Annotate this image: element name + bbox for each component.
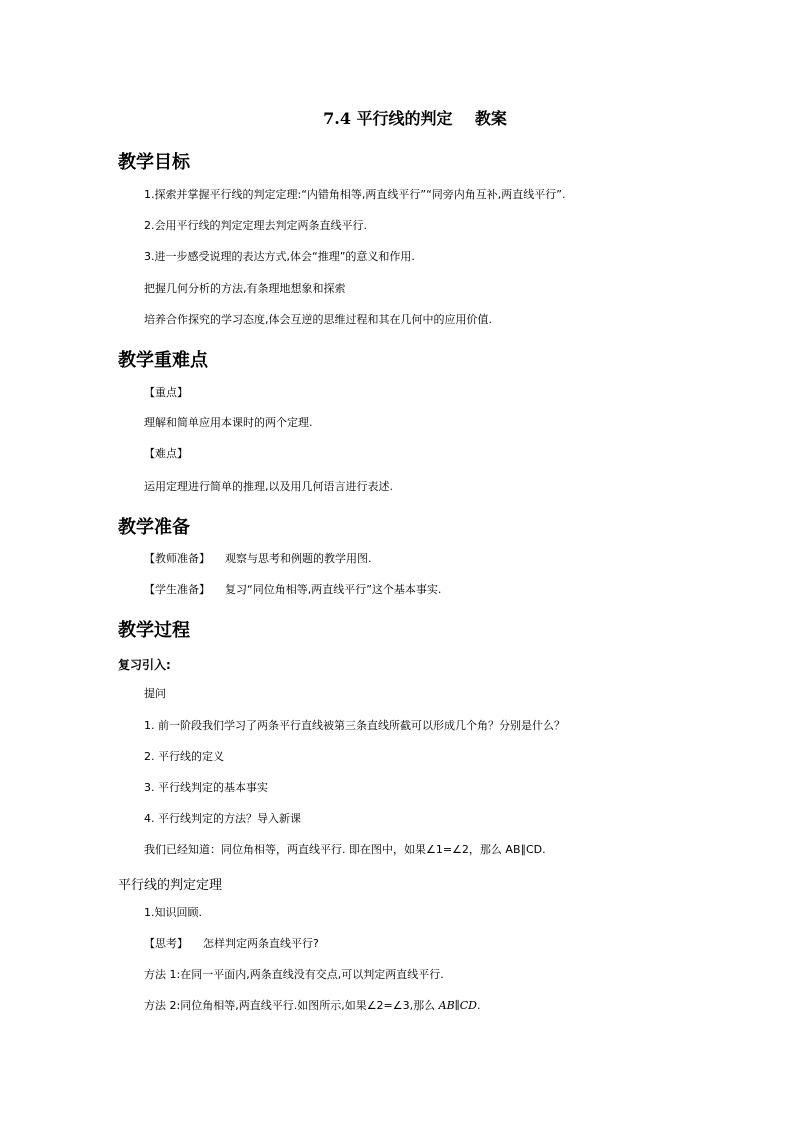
heading-goals: 教学目标	[118, 152, 190, 173]
think-text: 怎样判定两条直线平行?	[203, 937, 319, 950]
teacher-prep	[144, 552, 372, 566]
known-statement: 我们已经知道：同位角相等，两直线平行. 即在图中，如果∠1=∠2，那么 AB∥CD.	[144, 843, 546, 856]
think-label: 【思考】	[144, 937, 188, 950]
theorem-heading: 平行线的判定定理	[118, 878, 223, 893]
student-prep	[144, 583, 441, 597]
review-label: 复习引入:	[118, 658, 171, 672]
student-prep-label: 【学生准备】	[144, 583, 210, 596]
method-2-math: AB∥CD	[438, 999, 477, 1012]
difficulty-text: 运用定理进行简单的推理,以及用几何语言进行表述.	[144, 480, 393, 493]
teacher-prep-label: 【教师准备】	[144, 552, 210, 565]
question-1: 1. 前一阶段我们学习了两条平行直线被第三条直线所截可以形成几个角？分别是什么？	[144, 719, 565, 732]
focus-text: 理解和简单应用本课时的两个定理.	[144, 416, 313, 429]
student-prep-text: 复习“同位角相等,两直线平行”这个基本事实.	[225, 583, 442, 596]
goal-item-1: 1.探索并掌握平行线的判定定理:“内错角相等,两直线平行”“同旁内角互补,两直线平行”.	[144, 188, 566, 201]
method-2-prefix: 方法 2:同位角相等,两直线平行.如图所示,如果∠2=∠3,那么	[144, 999, 439, 1012]
goal-item-3: 3.进一步感受说理的表达方式,体会“推理”的意义和作用.	[144, 250, 415, 263]
document-title: 7.4 平行线的判定 教案	[323, 109, 507, 128]
question-2: 2. 平行线的定义	[144, 750, 224, 763]
heading-process: 教学过程	[118, 620, 190, 641]
method-2-suffix: .	[476, 999, 481, 1012]
question-4: 4. 平行线判定的方法？导入新课	[144, 812, 301, 825]
goal-item-5: 培养合作探究的学习态度,体会互逆的思维过程和其在几何中的应用价值.	[144, 313, 492, 326]
think-line	[144, 937, 319, 951]
heading-preparation: 教学准备	[118, 517, 190, 538]
goal-item-2: 2.会用平行线的判定定理去判定两条直线平行.	[144, 219, 367, 232]
goal-item-4: 把握几何分析的方法,有条理地想象和探索	[144, 282, 346, 295]
heading-key-points: 教学重难点	[118, 350, 208, 371]
method-2	[144, 999, 480, 1013]
question-3: 3. 平行线判定的基本事实	[144, 781, 268, 794]
focus-label: 【重点】	[144, 386, 188, 399]
ask-label: 提问	[144, 687, 166, 700]
difficulty-label: 【难点】	[144, 447, 188, 460]
recall-item: 1.知识回顾.	[144, 906, 202, 919]
teacher-prep-text: 观察与思考和例题的教学用图.	[225, 552, 372, 565]
method-1: 方法 1:在同一平面内,两条直线没有交点,可以判定两直线平行.	[144, 968, 444, 981]
